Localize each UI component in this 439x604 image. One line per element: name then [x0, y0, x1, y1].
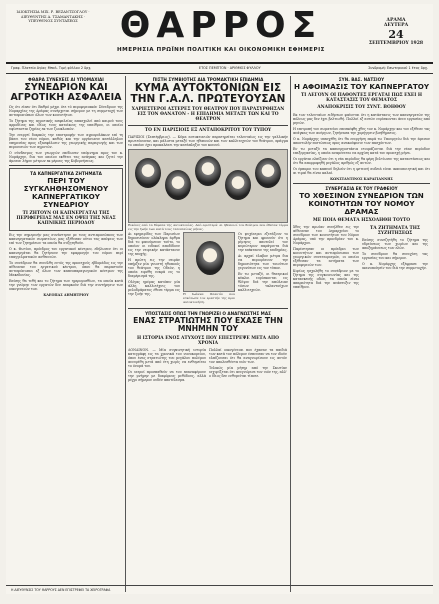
article-kicker: ΥΠΟΣΤΑΣΙΣ ΟΠΩΣ ΤΗΝ ΓΝΩΡΙΖΕΙ Ο ΑΝΑΓΝΩΣΤΗΣ ΜΑΣ — [145, 310, 271, 316]
photo-caption: Εικόνες από τα θύματα της αυτοκτονίας. Από αριστερά: αι ηθοποιοί του θεάτρου που έθεσαν τέρμα εις την ζωήν των κατά τους τελευταίους μήνας. — [128, 222, 288, 231]
article-headline: ΕΝΑΣ ΣΤΡΑΤΙΩΤΗΣ ΠΟΥ ΕΧΑΣΕ ΤΗΝ ΜΝΗΜΗΝ ΤΟΥ — [133, 315, 283, 334]
article-paragraph: Επίσης θα τεθή και το ζήτημα των ημερομισθίων, τα οποία κατά την γνώμην των εργατών δεν επαρκούν διά την συντήρησιν των οικογενειών των. — [9, 278, 123, 291]
article-paragraph: Πολλαί οικογένειαι που έχασαν τα παιδιά των κατά τον πόλεμον έσπευσαν να τον ιδούν ελπίζουσαι ότι θα αναγνωρίσουν εις αυτόν τον απολεσθέντα υιόν των. — [209, 348, 287, 365]
divider — [128, 125, 288, 126]
article-paragraph: Τελικώς μία μήτηρ από την Σκωτίαν ισχυρίζεται ότι ανεγνώρισε τον υιόν της, αλλ' ο ίδιος δεν ενθυμείται τίποτε. — [209, 366, 287, 379]
article-headline: Η ΑΦΟΙΜΑΣΙΣ ΤΟΥ ΚΑΠΝΕΡΓΑΤΟΥ — [293, 82, 430, 91]
article-signature: ΚΩΝΣΤΑΝΤΙΝΟΣ ΚΑΡΑΓΙΑΝΝΗΣ — [330, 176, 393, 181]
article-paragraph: Η επιτροπή του σωματείου επεσκέφθη χθες τον κ. Νομάρχην και του εξέθεσε τας ανάγκας των ανέργων, ζητήσασα την χορήγησιν βοηθήματος. — [293, 126, 430, 135]
newspaper-title: ΘΑΡΡΟΣ — [119, 5, 323, 46]
article-deck: ΜΕ ΠΟΙΑ ΘΕΜΑΤΑ ΗΣΧΟΛΗΘΗ ΤΟΥΤΟ — [312, 217, 411, 223]
article-paragraph: Αι εφημερίδες των Παρισίων δημοσιεύουν ολόκληρα άρθρα διά το φαινόμενον τούτο, το οποίον οι ειδικοί αποδίδουν εις την νευρικήν κατάστασιν της εποχής. — [128, 232, 180, 257]
article-paragraph: Οι ιατροί προσπαθούν να του επαναφέρουν την μνήμην με διαφόρους μεθόδους, αλλά μέχρι σήμερον ουδέν αποτέλεσμα. — [128, 370, 206, 383]
publisher-info: ΙΔΙΟΚΤΗΣΙΑ ΜΙΧ. Ρ. ΒΕΖΑΝΤΖΟΓΛΟΥ · ΔΙΕΥΘΥΝΤΗΣ Α. ΤΣΑΜΑΝΤΑΚΗΣ · ΥΠΕΥΘΥΝΟΣ ΣΥΝΤΑΞΕΩΣ — [16, 10, 90, 24]
article-paragraph: Ο σύνδεσμος των γεωργών επέδωσεν υπόμνημα προς τον κ. Νομάρχην, δια του οποίου εκθέτει τας ανάγκας και ζητεί την άμεσον λήψιν μέτρων εκ μέρους της Κυβερνήσεως. — [9, 151, 123, 163]
masthead — [6, 4, 433, 64]
article-paragraph: Ολίγας ημέρας κατόπιν μία άλλη καλλιτέχνις του μελοδράματος έθεσε τέρμα εις την ζωήν της. — [128, 280, 180, 297]
article-headline: ΠΕΡΙ ΤΟΥ ΣΥΓΚΛΗΘΗΣΟΜΕΝΟΥ ΚΑΠΝΕΡΓΑΤΙΚΟΥ ΣΥΝΕΔΡΙΟΥ — [23, 176, 109, 209]
article-deck: ΤΙ ΛΕΓΟΥΝ ΟΙ ΠΑΘΟΝΤΕΣ ΕΡΓΑΤΑΙ ΠΩΣ ΕΧΕΙ Η ΚΑΤΑΣΤΑΣΙΣ ΤΟΥ ΘΕΜΑΤΟΣ — [300, 93, 423, 104]
article-headline: ΣΥΝΕΔΡΙΟΝ ΚΑΙ ΑΓΡΟΤΙΚΗ ΑΣΦΑΛΕΙΑ — [10, 82, 122, 103]
group-photo — [128, 149, 288, 223]
edition-date — [365, 18, 427, 46]
portrait-face — [196, 241, 224, 275]
divider — [9, 165, 123, 166]
columns — [6, 74, 433, 594]
article-paragraph: Κυρίως ησχολήθη το συνέδριον με το ζήτημα της συγκοινωνίας και της κατασκευής οδών, τα οποία είναι απαραίτητα διά την ανάπτυξιν της υπαίθρου. — [293, 268, 359, 289]
portrait-photo — [165, 170, 191, 200]
article-paragraph: Οι ψυχίατροι εξετάζουν το ζήτημα και φρονούν ότι η μίμησις αποτελεί τον κυριώτερον παράγοντα διά την επέκτασιν της επιδημίας. — [238, 232, 288, 253]
article-paragraph: Οι εργάται ελπίζουν ότι η νέα περίοδος θα φέρη βελτίωσιν της καταστάσεως και ότι θα απορροφηθή μεγάλος αριθμός εξ αυτών. — [293, 156, 430, 165]
article-kicker: ΣΥΝ. ΒΑΣ. ΝΑΤΣΙΟΥ — [338, 77, 385, 82]
newspaper-subtitle: ΗΜΕΡΗΣΙΑ ΠΡΩΪΝΗ ΠΟΛΙΤΙΚΗ ΚΑΙ ΟΙΚΟΝΟΜΙΚΗ ΕΦΗΜΕΡΙΣ — [117, 47, 325, 53]
article-headline: ΤΟ ΧΘΕΣΙΝΟΝ ΣΥΝΕΔΡΙΟΝ ΤΩΝ ΚΟΙΝΟΤΗΤΩΝ ΤΟΥ ΝΟΜΟΥ ΔΡΑΜΑΣ — [299, 190, 424, 216]
article-kicker: ΣΥΝΕΡΓΑΣΙΑ ΕΚ ΤΟΥ ΓΡΑΦΕΙΟΥ — [325, 185, 398, 191]
article-paragraph: Το ζήτημα της αγροτικής ασφαλείας απασχολεί από καιρού τους αρμοδίους και ιδίως τους κατοίκους της υπαίθρου, οι οποίοι υφίστανται ζημίας εκ των ζωοκλοπών. — [9, 119, 123, 131]
edition-month: ΣΕΠΤΕΜΒΡΙΟΥ 1928 — [368, 40, 424, 46]
article-paragraph: Ο κ. Νομάρχης εξέφρασε την ικανοποίησίν του διά την συμμετοχήν. — [362, 262, 428, 271]
edition-date-number: 24 — [388, 27, 404, 41]
info-right: Συνδρομή: Εσωτερικού 1 έτος δρχ. — [368, 66, 428, 70]
divider — [128, 308, 288, 309]
column-center — [128, 76, 288, 592]
column-right — [293, 76, 430, 592]
portrait-photo — [183, 232, 235, 292]
article-deck: Η ΙΣΤΟΡΙΑ ΕΝΟΣ ΑΤΥΧΟΥΣ ΠΟΥ ΕΠΕΣΤΡΕΨΕ ΜΕΤΑ ΑΠΟ ΧΡΟΝΙΑ — [136, 335, 279, 346]
article-paragraph: ΛΟΝΔΙΝΟΝ. — Μία συγκινητική ιστορία κατεγράφη εις τα χρονικά του νοσοκομείου, όπου ένας στρατιώτης του μεγάλου πολέμου ανευρέθη μετά από έτη χωρίς να ενθυμείται το όνομά του. — [128, 348, 206, 369]
info-left: Γραφ. Πλατεία Αγίας Μπαλ. Τιμή φύλλου 2 δρχ. — [11, 66, 92, 70]
article-headline: ΚΥΜΑ ΑΥΤΟΚΤΟΝΙΩΝ ΕΙΣ ΤΗΝ Γ.Α.Λ. ΠΡΩΤΕΥΟΥΣΑΝ — [130, 82, 286, 105]
article-deck: ΤΙ ΖΗΤΟΥΝ ΟΙ ΚΑΠΝΕΡΓΑΤΑΙ ΤΗΣ ΠΕΡΙΦΕΡΕΙΑΣ ΜΑΣ ΕΝ ΟΨΕΙ ΤΗΣ ΝΕΑΣ ΚΑΠΝΙΚΗΣ ΠΕΡΙΟΔΟΥ — [16, 211, 116, 227]
article-signature: ΚΛΕΟΠΑΣ ΔΗΜΗΤΡΙΟΥ — [43, 292, 89, 297]
photo-caption: Η Ιωάννα Φλαντίν που εσκότωσε τον εραστήν της πριν αυτοκτονήση. — [183, 292, 235, 304]
article-kicker: ΠΙΣΤΗ ΣΥΜΒΙΟΤΗΣ ΔΙΑ ΤΡΟΜΑΚΤΙΚΗ ΕΠΙΔΗΜΙΑ — [152, 77, 264, 82]
edition-city: ΔΡΑΜΑ — [386, 18, 406, 23]
article-paragraph: Οι έμποροι του καπνού δηλούν ότι η φετεινή σοδειά είναι ικανοποιητική και ότι αι τιμαί θα είναι καλαί. — [293, 166, 430, 175]
article-box — [9, 168, 123, 231]
article-kicker: ΤΑ ΚΑΠΝΕΡΓΑΤΙΚΑ ΖΗΤΗΜΑΤΑ — [30, 171, 102, 176]
article-body — [128, 232, 288, 305]
article-paragraph: Ο κ. Φωτίου, πρόεδρος του εργατικού κέντρου, εδήλωσεν ότι οι καπνεργάται θα ζητήσουν την εφαρμογήν του νόμου περί επαγγελματικών ασθενειών. — [9, 246, 123, 259]
newspaper-page — [6, 4, 433, 594]
photo-column — [183, 232, 235, 305]
article-paragraph: Εις την σημερινήν μας συνάντησιν με τους αντιπροσώπους των καπνεργατικών σωματείων, μας εξέθεσαν ούτοι τας απόψεις των επί των ζητημάτων τα οποία θα συζητηθούν. — [9, 232, 123, 245]
info-middle: ΕΤΟΣ ΠΕΜΠΤΟΝ · ΑΡΙΘΜΟΣ ΦΥΛΛΟΥ — [198, 66, 261, 70]
column-rule — [290, 76, 291, 592]
edition-day: ΔΕΥΤΕΡΑ — [383, 23, 409, 29]
text-column — [293, 225, 359, 291]
article-body — [128, 348, 288, 384]
text-column — [362, 225, 428, 291]
divider — [293, 183, 430, 184]
column-rule — [125, 76, 126, 592]
portrait-photo — [195, 156, 221, 186]
text-column — [128, 232, 180, 305]
article-byline: ΑΝΑΠΟΚΡΙΣΙΣ ΤΟΥ ΣΥΝΤ. ΒΟΗΘΟΥ — [317, 105, 406, 111]
text-column — [128, 348, 206, 384]
article-paragraph: ΠΑΡΙΣΙΟΙ (Σεπτέμβριος). — Κύμα αυτοκτονιών παρατηρείται τελευταίως εις την γαλλικήν πρωτεύουσαν, και μάλιστα μεταξύ των ηθοποιών και των καλλιτεχνών του θεάτρου, πράγμα το οποίον έχει προκαλέσει την κατάπληξιν του κοινού. — [128, 134, 288, 147]
article-paragraph: Την ενεργεί διαρκώς την επιστροφήν των αγροφυλάκων επί τη βάσει του νέου νόμου, καθώς και την οργάνωσιν κατάλληλου υπηρεσίας προς εξασφάλισιν της γεωργικής παραγωγής και των περιουσιών των αγροτών. — [9, 133, 123, 149]
portrait-photo — [225, 170, 251, 200]
article-paragraph: Εν τω μεταξύ, οι θεατρικοί κύκλοι ευρίσκονται εις θλίψιν διά την απώλειαν τόσων ταλαντούχων καλλιτεχνών. — [238, 272, 288, 293]
page-footer: Η ΔΙΕΥΘΥΝΣΙΣ ΤΟΥ ΘΑΡΡΟΥΣ ΔΕΝ ΕΠΙΣΤΡΕΦΕΙ ΤΑ ΧΕΙΡΟΓΡΑΦΑ — [6, 585, 433, 594]
article-body — [293, 225, 430, 291]
column-left — [9, 76, 123, 592]
article-kicker: ΦΘΑΡΑ ΣΥΝΕΧΕΙΣ ΑΙ ΥΠΟΜΑΧΙΑΙ — [28, 77, 104, 82]
article-paragraph: Ο κ. Νομάρχης υπεσχέθη ότι θα ενεργήση παρά τω Υπουργείω διά την άμεσον αποστολήν πιστώσεως προς ανακούφισιν των πασχόντων. — [293, 136, 430, 145]
article-paragraph: Το συνέδριον θα συνεχίση τας εργασίας του και σήμερον. — [362, 252, 428, 261]
portrait-photo — [135, 158, 161, 188]
portrait-photo — [255, 158, 281, 188]
article-subhead: ΤΑ ΖΗΤΗΜΑΤΑ ΤΗΣ ΣΥΖΗΤΗΣΕΩΣ — [370, 225, 420, 237]
article-byline: ΤΟ ΕΝ ΠΑΡΙΣΙΟΙΣ ΕΞ ΑΝΤΑΠΟΚΡΙΤΟΥ ΤΟΥ ΤΥΠΟΥ — [144, 127, 272, 133]
article-paragraph: Η πρώτη εις την σειράν υπήρξεν μία γνωστή ηθοποιός του θεάτρου της Οδεόν, η οποία ευρέθη νεκρά εις το διαμέρισμά της. — [128, 258, 180, 279]
text-column — [209, 348, 287, 384]
text-column — [238, 232, 288, 305]
article-deck: ΧΑΡΙΕΣΤΕΡΟΙ ΑΣΤΕΡΕΣ ΤΟΥ ΘΕΑΤΡΟΥ ΠΟΥ ΠΑΡΑΣΥΡΘΗΣΑΝ ΕΙΣ ΤΟΝ ΘΑΝΑΤΟΝ - Η ΕΠΙΔΗΜΙΑ ΜΕΤΑΞΥ ΤΩΝ ΚΑΙ ΤΟ ΘΕΑΤΡΟΝ — [131, 107, 285, 123]
article-paragraph: Επίσης συνεζητήθη το ζήτημα της υδρεύσεως των χωρίων και της αποξηράνσεως των ελών. — [362, 238, 428, 251]
article-paragraph: Παρέστησαν οι πρόεδροι των κοινοτήτων και αντιπρόσωποι των γεωργικών συνεταιρισμών, οι οποίοι εξέθεσαν τα αιτήματα των περιφερειών των. — [293, 246, 359, 267]
article-paragraph: Εκ των τελευταίων ειδήσεων φαίνεται ότι η κατάστασις των καπνεργατών της πόλεως μας δεν έχει βελτιωθή. Πολλοί εξ αυτών ευρίσκονται άνευ εργασίας από μηνών. — [293, 112, 430, 125]
article-paragraph: Ως ότι είπεν ότι Βαθμό μέχρι ότε τό περιφερειακόν Σύνεδριον της Νομαρχίας της Δράμας συνέρχεται σήμερον με τη συμμετοχή των αντιπροσώπων όλων των κοινοτήτων. — [9, 105, 123, 117]
article-paragraph: Αι αρχαί έλαβον μέτρα δια να περιορίσουν την δημοσιότητα των τοιούτων γεγονότων εις τον τύπον. — [238, 254, 288, 271]
article-paragraph: Χθες την πρωίαν συνήλθεν εις την αίθουσαν του Δημαρχείου το συνέδριον των κοινοτήτων του Νόμου Δράμας, υπό την προεδρίαν του κ. Νομάρχου. — [293, 224, 359, 245]
info-bar — [6, 64, 433, 74]
article-paragraph: Εν τω μεταξύ τα καπνεργοστάσια ετοιμάζονται διά την νέαν περίοδον επεξεργασίας, η οποία αναμένεται να αρχίση κατά τον προσεχή μήνα. — [293, 146, 430, 155]
article-paragraph: Το συνέδριον θα συνέλθη εντός της προσεχούς εβδομάδος εις την αίθουσαν του εργατικού κέντρου, όπου θα παραστούν αντιπρόσωποι εξ όλων των καπνοπαραγωγικών κέντρων της Μακεδονίας. — [9, 260, 123, 277]
